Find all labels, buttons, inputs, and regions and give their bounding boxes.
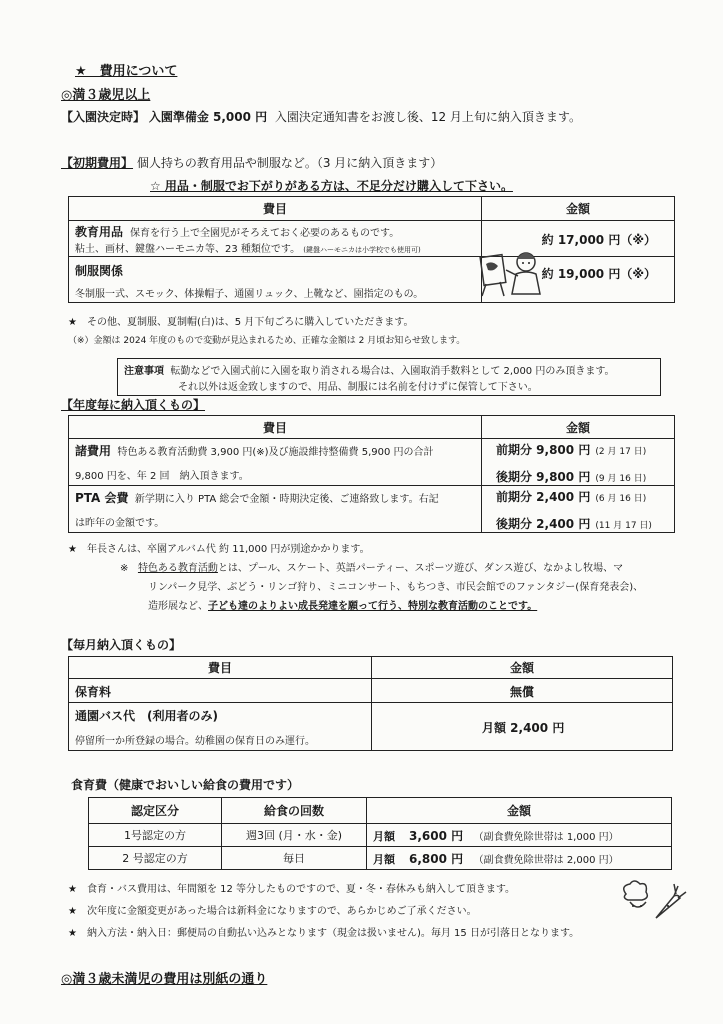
table-header-row (69, 416, 675, 439)
initial-costs-table (68, 196, 675, 303)
header-amount: 金額 (367, 798, 672, 824)
header-item: 費目 (69, 657, 372, 679)
amount-first-value: 前期分 9,800 円 (496, 443, 591, 457)
caution-line1: 転勤などで入園式前に入園を取り消される場合は、入園取消手数料として 2,000 円のみ頂きます。 (170, 366, 615, 377)
note-term: 特色ある教育活動 (137, 563, 218, 574)
vegetables-illustration (616, 880, 688, 922)
yearly-note2-line1 (120, 559, 623, 574)
note-text: 造形展など、 (148, 601, 208, 612)
row-amount: 3,600 円 (409, 828, 464, 843)
amount-first-value: 前期分 2,400 円 (496, 490, 591, 504)
table-header-row (69, 657, 673, 679)
meal-label: 食育費（健康でおいしい給食の費用です） (71, 778, 300, 792)
meal-note3: ★ 納入方法・納入日：郵便局の自動払い込みとなります（現金は扱いません)。毎月 15 日が引落日となります。 (68, 928, 580, 939)
row-note: (鍵盤ハーモニカは小学校でも使用可) (303, 245, 421, 254)
header-item: 費目 (69, 416, 482, 439)
meal-note1: ★ 食育・バス費用は、年間額を 12 等分したものですので、夏・冬・春休みも納入して頂きます。 (68, 884, 516, 895)
row-amount: 6,800 円 (409, 851, 464, 866)
admission-label: 【入園決定時】 (61, 110, 146, 124)
row-title: PTA 会費 (75, 491, 129, 505)
table-row (69, 486, 675, 533)
row-amount: 無償 (509, 685, 534, 699)
amount-first (496, 486, 668, 505)
row-title: 制服関係 (75, 263, 124, 278)
row-count: 週3回 (月・水・金) (222, 824, 367, 847)
row-title: 保育料 (75, 685, 112, 699)
monthly-table (68, 656, 673, 751)
amount-first-date: (2 月 17 日) (595, 447, 647, 457)
row-desc: 9,800 円を、年 2 回 納入頂きます。 (75, 471, 249, 482)
initial-label: 【初期費用】 (61, 156, 134, 170)
initial-note2: （※）金額は 2024 年度のもので変動が見込まれるため、正確な金額は 2 月頃お知らせ致します。 (68, 336, 466, 346)
header-amount: 金額 (482, 416, 675, 439)
note-mark: ※ (120, 563, 129, 574)
meal-note2: ★ 次年度に金額変更があった場合は新料金になりますので、あらかじめご了承ください。 (68, 906, 477, 917)
row-desc: 保育を行う上で全園児がそろえておく必要のあるものです。 (130, 227, 400, 239)
row-amount: 約 19,000 円（※） (541, 267, 656, 281)
row-content (75, 223, 475, 240)
admission-text: 入園決定通知書をお渡し後、12 月上旬に納入頂きます。 (274, 110, 581, 124)
amount-second (496, 513, 668, 532)
row-content (75, 489, 475, 506)
table-row (69, 257, 675, 303)
header-count: 給食の回数 (222, 798, 367, 824)
yearly-note2-line3 (148, 597, 537, 612)
caution-line2: それ以外は返金致しますので、用品、制服には名前を付けずに保管して下さい。 (178, 382, 538, 393)
row-note: （副食費免除世帯は 1,000 円） (473, 831, 619, 843)
row-desc: 新学期に入り PTA 総会で金額・時期決定後、ご連絡致します。右記 (134, 494, 439, 505)
row-content (75, 442, 475, 459)
table-row (69, 221, 675, 257)
initial-notice: ☆ 用品・制服でお下がりがある方は、不足分だけ購入して下さい。 (150, 179, 513, 193)
row-count: 毎日 (222, 847, 367, 870)
initial-text: 個人持ちの教育用品や制服など。（3 月に納入頂きます） (136, 156, 443, 170)
header-cert: 認定区分 (89, 798, 222, 824)
row-title: 教育用品 (75, 224, 124, 239)
note-emphasis: 子ども達のよりよい成長発達を願って行う、特別な教育活動のことです。 (208, 601, 538, 612)
row-content (75, 240, 475, 255)
row-prefix: 月額 (373, 852, 395, 866)
table-header-row (69, 197, 675, 221)
table-row (89, 824, 672, 847)
header-amount: 金額 (372, 657, 673, 679)
meal-table (88, 797, 672, 870)
page-title: ★ 費用について (75, 64, 178, 79)
note-text: とは、プール、スケート、英語パーティー、スポーツ遊び、ダンス遊び、なかよし牧場、マ (217, 563, 624, 574)
row-cert: 2 号認定の方 (89, 847, 222, 870)
monthly-label: 【毎月納入頂くもの】 (61, 638, 182, 652)
caution-line1-wrap (124, 362, 615, 377)
table-header-row (89, 798, 672, 824)
yearly-note1: ★ 年長さんは、卒園アルバム代 約 11,000 円が別途かかります。 (68, 544, 370, 555)
row-prefix: 月額 (373, 829, 395, 843)
yearly-table (68, 415, 675, 533)
header-amount: 金額 (482, 197, 675, 221)
table-row (69, 703, 673, 751)
row-desc: 粘土、画材、鍵盤ハーモニカ等、23 種類位です。 (75, 243, 301, 255)
yearly-note2-line2: リンパーク見学、ぶどう・リンゴ狩り、ミニコンサート、もちつき、市民会館でのファンタジー(保育発表会)、 (148, 582, 644, 593)
row-note: （副食費免除世帯は 2,000 円） (473, 854, 619, 866)
row-desc: 冬制服一式、スモック、体操帽子、通園リュック、上靴など、園指定のもの。 (75, 288, 424, 300)
admission-line (61, 108, 581, 125)
row-amount: 月額 2,400 円 (482, 721, 565, 735)
amount-second-date: (9 月 16 日) (595, 474, 647, 484)
caution-label: 注意事項 (124, 366, 164, 377)
row-title: 通園バス代 (利用者のみ) (75, 708, 218, 723)
amount-second-value: 後期分 9,800 円 (496, 470, 591, 484)
header-item: 費目 (69, 197, 482, 221)
under3-heading: ◎満３歳未満児の費用は別紙の通り (61, 972, 268, 987)
child-painting-illustration (478, 248, 548, 298)
amount-first (496, 439, 668, 458)
row-desc: 停留所一か所登録の場合。幼稚園の保育日のみ運行。 (75, 735, 315, 747)
amount-second-date: (11 月 17 日) (595, 521, 652, 531)
amount-first-date: (6 月 16 日) (595, 494, 647, 504)
row-amount: 約 17,000 円（※） (541, 233, 656, 247)
initial-line (61, 154, 442, 171)
amount-second-value: 後期分 2,400 円 (496, 517, 591, 531)
row-desc: 特色ある教育活動費 3,900 円(※)及び施設維持整備費 5,900 円の合計 (117, 447, 434, 458)
row-title: 諸費用 (75, 444, 112, 458)
over3-heading: ◎満３歳児以上 (61, 88, 151, 103)
initial-note1: ★ その他、夏制服、夏制帽(白)は、5 月下旬ごろに購入していただきます。 (68, 317, 414, 328)
table-row (89, 847, 672, 870)
table-row (69, 439, 675, 486)
table-row (69, 679, 673, 703)
row-cert: 1号認定の方 (89, 824, 222, 847)
row-desc: は昨年の金額です。 (75, 518, 165, 529)
admission-amount: 入園準備金 5,000 円 (148, 110, 268, 124)
yearly-label: 【年度毎に納入頂くもの】 (61, 398, 206, 412)
amount-second (496, 466, 668, 485)
